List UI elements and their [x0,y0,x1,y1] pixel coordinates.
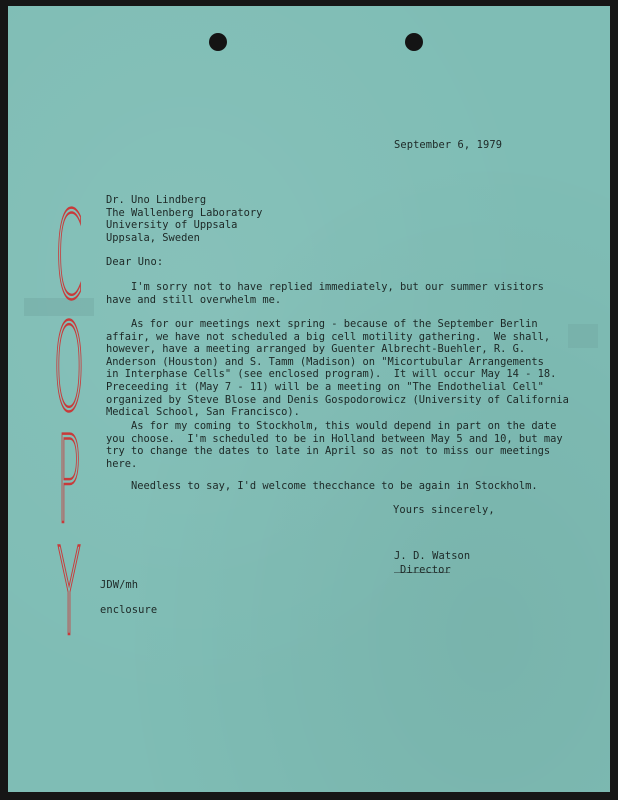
body-line: you choose. I'm scheduled to be in Holland between May 5 and 10, but may [106,432,563,445]
body-line: organized by Steve Blose and Denis Gospodorowicz (University of California [106,393,569,406]
address-line: The Wallenberg Laboratory [106,206,263,219]
copy-stamp-letter: O [53,300,85,440]
body-line: however, have a meeting arranged by Guenter Albrecht-Buehler, R. G. [106,343,526,356]
body-paragraph [106,318,569,419]
body-line: here. [106,457,138,470]
body-paragraph [106,281,544,306]
address-line: University of Uppsala [106,219,238,232]
body-line: As for our meetings next spring - because of the September Berlin [131,318,538,330]
copy-stamp [38,188,100,664]
copy-stamp-letter: Y [57,524,81,664]
body-line: Needless to say, I'd welcome thecchance to be again in Stockholm. [131,480,538,492]
body-line: affair, we have not scheduled a big cell motility gathering. We shall, [106,330,551,343]
address-line: Dr. Uno Lindberg [106,194,207,206]
body-line: try to change the dates to late in April so as not to miss our meetings [106,445,551,458]
body-paragraph [106,480,538,493]
recipient-address [106,194,262,244]
body-line: Anderson (Houston) and S. Tamm (Madison) on "Micortubular Arrangements [106,355,544,368]
punch-hole-right [405,33,423,51]
body-line: I'm sorry not to have replied immediately, but our summer visitors [131,281,544,293]
body-paragraph [106,420,563,470]
signer-name: J. D. Watson [394,550,471,562]
body-line: As for my coming to Stockholm, this would depend in part on the date [131,420,557,432]
closing: Yours sincerely, [393,504,495,516]
enclosure-note: enclosure [100,604,158,616]
typist-initials: JDW/mh [100,579,139,591]
bleed-through-mark [568,324,598,348]
salutation: Dear Uno: [106,256,164,268]
copy-stamp-letter: P [57,412,81,552]
body-line: Medical School, San Francisco). [106,406,300,419]
letter-page [8,6,610,792]
punch-hole-left [209,33,227,51]
body-line: in Interphase Cells" (see enclosed program). It will occur May 14 - 18. [106,368,557,381]
address-line: Uppsala, Sweden [106,231,200,244]
body-line: Preceeding it (May 7 - 11) will be a meeting on "The Endothelial Cell" [106,380,544,393]
letter-date: September 6, 1979 [394,139,503,151]
signer-title: Director [400,564,451,576]
copy-stamp-letter: C [55,188,83,328]
body-line: have and still overwhelm me. [106,293,282,306]
